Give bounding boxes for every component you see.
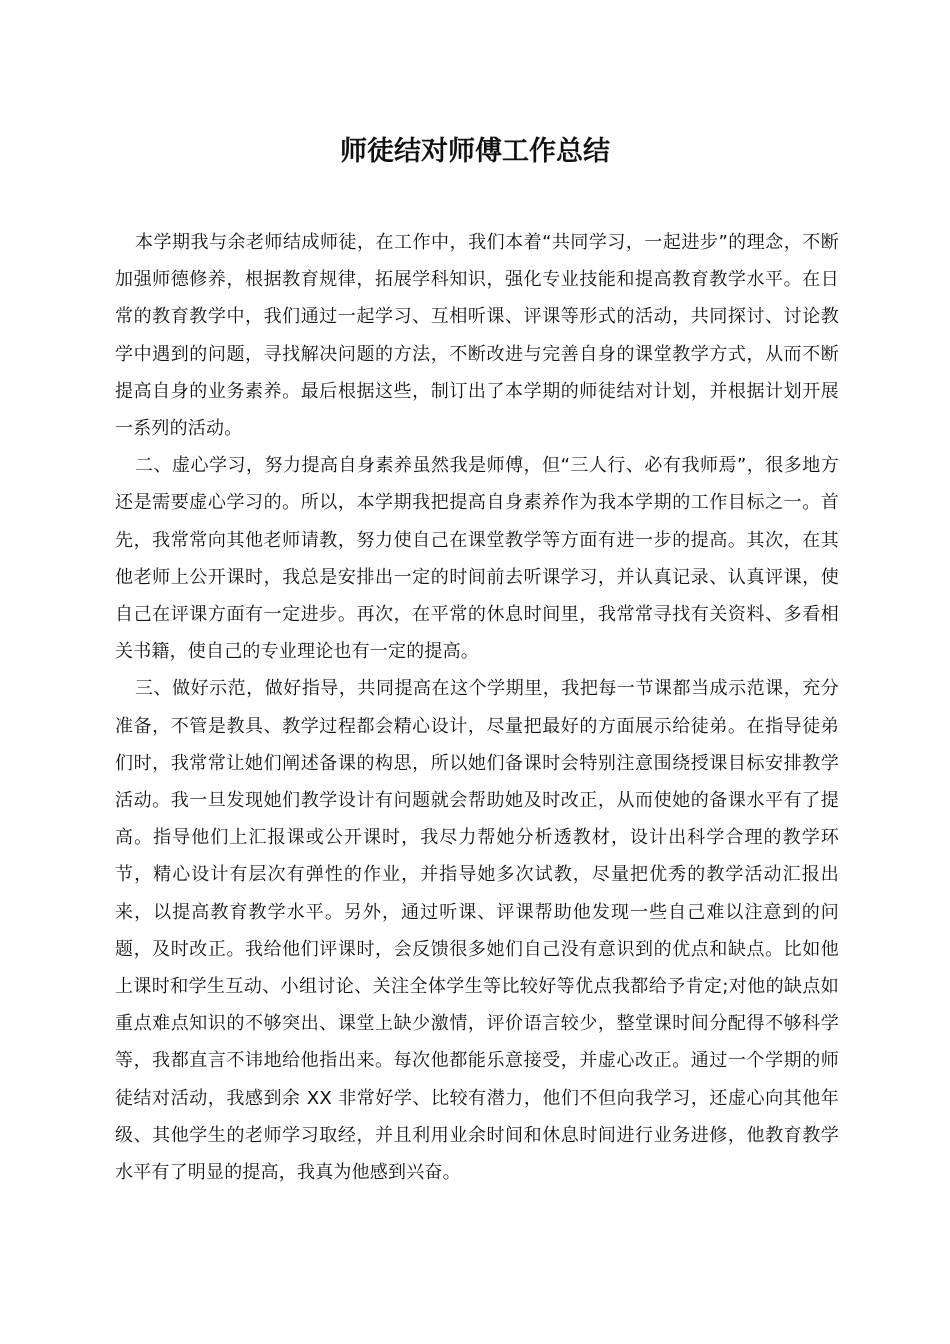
paragraph-section-two: 二、虚心学习，努力提高自身素养虽然我是师傅，但“三人行、必有我师焉”，很多地方还是需要虚心学习的。所以，本学期我把提高自身素养作为我本学期的工作目标之一。首先，我常常向其他老师请教，努力使自己在课堂教学等方面有进一步的提高。其次，在其他老师上公开课时，我总是安排出一定的时间前去听课学习，并认真记录、认真评课，使自己在评课方面有一定进步。再次，在平常的休息时间里，我常常寻找有关资料、多看相关书籍，使自己的专业理论也有一定的提高。 xyxy=(115,455,839,663)
document-body xyxy=(115,224,839,1191)
paragraph-intro: 本学期我与余老师结成师徒，在工作中，我们本着“共同学习，一起进步”的理念，不断加强师德修养，根据教育规律，拓展学科知识，强化专业技能和提高教育教学水平。在日常的教育教学中，我们通过一起学习、互相听课、评课等形式的活动，共同探讨、讨论教学中遇到的问题，寻找解决问题的方法，不断改进与完善自身的课堂教学方式，从而不断提高自身的业务素养。最后根据这些，制订出了本学期的师徒结对计划，并根据计划开展一系列的活动。 xyxy=(115,232,839,440)
paragraph-section-three: 三、做好示范，做好指导，共同提高在这个学期里，我把每一节课都当成示范课，充分准备，不管是教具、教学过程都会精心设计，尽量把最好的方面展示给徒弟。在指导徒弟们时，我常常让她们阐述备课的构思，所以她们备课时会特别注意围绕授课目标安排教学活动。我一旦发现她们教学设计有问题就会帮助她及时改正，从而使她的备课水平有了提高。指导他们上汇报课或公开课时，我尽力帮她分析透教材，设计出科学合理的教学环节，精心设计有层次有弹性的作业，并指导她多次试教，尽量把优秀的教学活动汇报出来，以提高教育教学水平。另外，通过听课、评课帮助他发现一些自己难以注意到的问题，及时改正。我给他们评课时，会反馈很多她们自己没有意识到的优点和缺点。比如他上课时和学生互动、小组讨论、关注全体学生等比较好等优点我都给予肯定;对他的缺点如重点难点知识的不够突出、课堂上缺少激情，评价语言较少，整堂课时间分配得不够科学等，我都直言不讳地给他指出来。每次他都能乐意接受，并虚心改正。通过一个学期的师徒结对活动，我感到余 XX 非常好学、比较有潜力，他们不但向我学习，还虚心向其他年级、其他学生的老师学习取经，并且利用业余时间和休息时间进行业务进修，他教育教学水平有了明显的提高，我真为他感到兴奋。 xyxy=(115,678,839,1184)
document-title: 师徒结对师傅工作总结 xyxy=(340,136,610,167)
